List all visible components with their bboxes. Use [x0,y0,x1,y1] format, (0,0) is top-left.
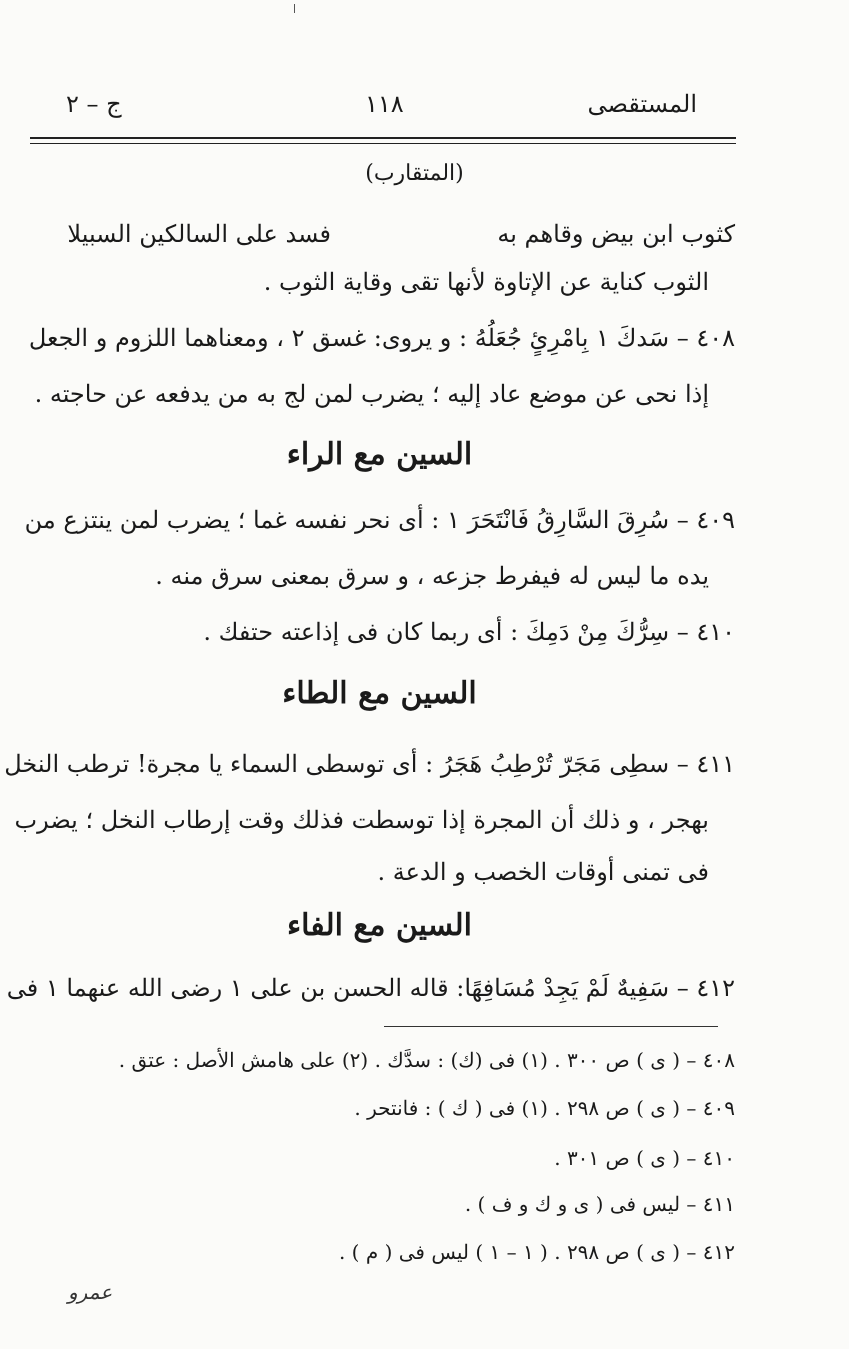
verse-second-hemistich: فسد على السالكين السبيلا [67,220,331,248]
text-line: بهجر ، و ذلك أن المجرة إذا توسطت فذلك وقت إرطاب النخل ؛ يضرب [14,806,709,834]
meter-label: (المتقارب) [365,161,464,186]
entry-411: ٤١١ – سطِى مَجَرّ تُرْطِبُ هَجَرُ : أى توسطى السماء يا مجرة! ترطب النخل [4,750,735,778]
footnote-408: ٤٠٨ – ( ى ) ص ٣٠٠ . (١) فى (ك) : سدَّك . (٢) على هامش الأصل : عتق . [118,1048,735,1072]
section-heading-fa: السين مع الفاء [287,908,472,943]
header-rule-thick [30,137,736,139]
footnote-411: ٤١١ – ليس فى ( ى و ك و ف ) . [464,1192,735,1216]
text-line: إذا نحى عن موضع عاد إليه ؛ يضرب لمن لج به من يدفعه عن حاجته . [34,380,709,408]
text-line: يده ما ليس له فيفرط جزعه ، و سرق بمعنى سرق منه . [155,562,709,590]
scan-mark [294,4,295,13]
text-line: فى تمنى أوقات الخصب و الدعة . [377,858,709,886]
footnote-rule [384,1026,718,1027]
header-rule-thin [30,143,736,144]
text-line: الثوب كناية عن الإتاوة لأنها تقى وقاية الثوب . [263,268,709,296]
footnote-412: ٤١٢ – ( ى ) ص ٢٩٨ . ( ١ – ١ ) ليس فى ( م ) . [338,1240,735,1264]
entry-410: ٤١٠ – سِرُّكَ مِنْ دَمِكَ : أى ربما كان فى إذاعته حتفك . [203,618,735,646]
entry-412: ٤١٢ – سَفِيهٌ لَمْ يَجِدْ مُسَافِهًا: قاله الحسن بن على ١ رضى الله عنهما ١ فى [6,974,735,1002]
running-head-title: المستقصى [587,90,697,118]
footnote-409: ٤٠٩ – ( ى ) ص ٢٩٨ . (١) فى ( ك ) : فانتحر . [354,1096,735,1120]
section-heading-ra: السين مع الراء [286,437,473,472]
entry-409: ٤٠٩ – سُرِقَ السَّارِقُ فَانْتَحَرَ ١ : أى نحر نفسه غما ؛ يضرب لمن ينتزع من [24,506,735,534]
volume-number: ج – ٢ [66,90,122,118]
page-number: ١١٨ [365,90,404,118]
verse-first-hemistich: كثوب ابن بيض وقاهم به [497,220,735,248]
entry-408: ٤٠٨ – سَدكَ ١ بِامْرِئٍ جُعَلُهُ : و يروى: غسق ٢ ، ومعناهما اللزوم و الجعل [28,324,735,352]
section-heading-ta: السين مع الطاء [282,676,477,711]
footnote-410: ٤١٠ – ( ى ) ص ٣٠١ . [554,1146,735,1170]
handwritten-signature: عمرو [68,1280,113,1304]
